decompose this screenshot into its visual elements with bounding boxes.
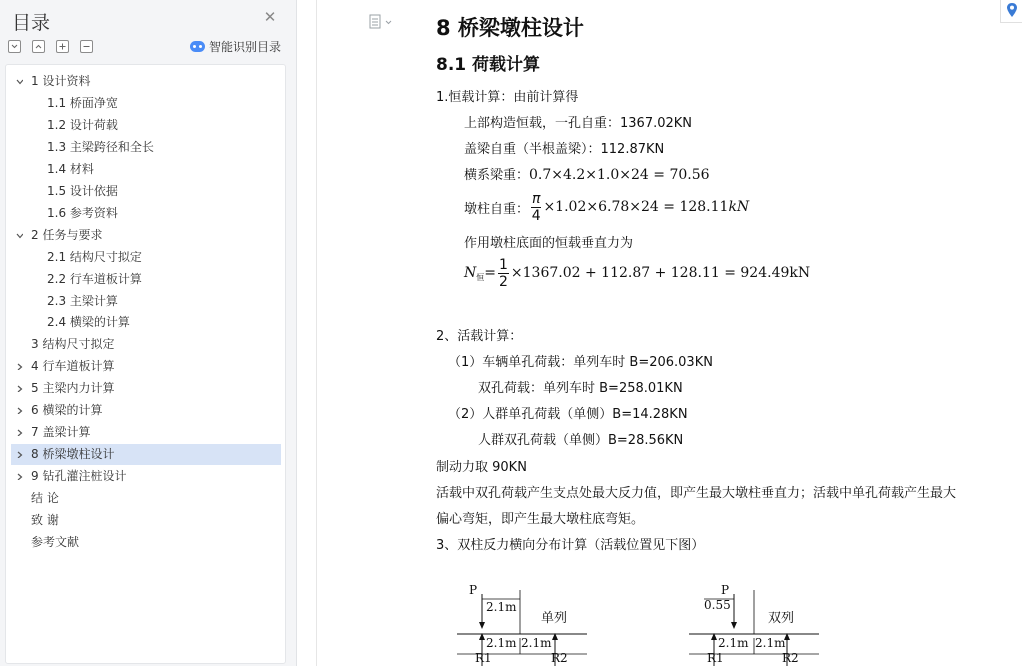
toc-item[interactable] — [11, 334, 281, 355]
chevron-right-icon[interactable] — [16, 429, 23, 436]
tie-beam-weight — [464, 164, 710, 183]
dim-left-2: 2.1m — [718, 636, 749, 650]
chevron-right-icon[interactable] — [16, 473, 23, 480]
toc-item[interactable] — [11, 115, 281, 136]
toc-item-label: 9 钻孔灌注桩设计 — [31, 469, 127, 484]
dim-top-2: 0.55 — [704, 598, 731, 612]
toc-item[interactable] — [11, 159, 281, 180]
r2-label-2: R2 — [782, 651, 799, 665]
toc-item-label: 1.5 设计依据 — [47, 183, 118, 198]
chevron-right-icon[interactable] — [16, 451, 23, 458]
pier-weight-formula-b: ×6.78×24 = 128.11 — [586, 199, 729, 215]
toc-item[interactable] — [11, 532, 281, 553]
toc-item[interactable] — [11, 400, 281, 421]
toc-item[interactable] — [11, 71, 281, 92]
toc-item-label: 致 谢 — [31, 513, 59, 527]
heading-1: 8 桥梁墩柱设计 — [436, 16, 584, 40]
location-pin-icon[interactable] — [1000, 0, 1022, 23]
toc-item-label: 1.2 设计荷载 — [47, 117, 118, 132]
r1-label: R1 — [475, 651, 492, 665]
toc-item-label: 4 行车道板计算 — [31, 359, 115, 374]
toc-item[interactable] — [11, 488, 281, 509]
add-heading-icon[interactable] — [56, 40, 69, 53]
n-symbol: N — [464, 265, 477, 281]
smart-toc-button[interactable] — [190, 38, 281, 55]
toc-item-label: 结 论 — [31, 491, 59, 506]
diagram-double-lines — [684, 582, 824, 666]
toc-item[interactable] — [11, 422, 281, 443]
collapse-all-icon[interactable] — [32, 40, 45, 53]
toc-item[interactable] — [11, 225, 281, 246]
single-lane-label: 单列 — [541, 611, 568, 626]
frac-den: 4 — [531, 207, 541, 224]
toc-item-label: 1.6 参考资料 — [47, 205, 118, 220]
heading-2: 8.1 荷载计算 — [436, 55, 541, 75]
toc-item-label: 7 盖梁计算 — [31, 425, 91, 440]
toc-item[interactable] — [11, 137, 281, 158]
toc-item-label: 6 横梁的计算 — [31, 403, 103, 418]
document-area — [297, 0, 1022, 666]
doc-outline-icon[interactable] — [369, 14, 393, 34]
toc-item-label: 2.4 横梁的计算 — [47, 315, 130, 330]
toc-item-label: 1.4 材料 — [47, 161, 94, 176]
toc-item-label: 2.2 行车道板计算 — [47, 271, 142, 286]
dim-right-2: 2.1m — [755, 636, 786, 650]
pier-weight-unit: kN — [728, 199, 750, 215]
vertical-force-text: 作用墩柱底面的恒载垂直力为 — [464, 236, 634, 251]
toc-item-label: 参考文献 — [31, 534, 80, 549]
toc-item[interactable] — [11, 444, 281, 465]
equals: = — [484, 265, 496, 281]
paragraph-line-1: 活载中双孔荷载产生支点处最大反力值，即产生最大墩柱垂直力；活载中单孔荷载产生最大 — [436, 486, 957, 501]
toc-item-label: 2.1 结构尺寸拟定 — [47, 249, 142, 264]
chevron-right-icon[interactable] — [16, 407, 23, 414]
toc-item[interactable] — [11, 312, 281, 333]
half-num: 1 — [498, 256, 508, 273]
toc-item-label: 8 桥梁墩柱设计 — [31, 447, 115, 462]
toc-item[interactable] — [11, 466, 281, 487]
toc-item[interactable] — [11, 247, 281, 268]
chevron-right-icon[interactable] — [16, 385, 23, 392]
half-fraction — [498, 257, 509, 290]
toc-item[interactable] — [11, 291, 281, 312]
pier-weight-exp: 2 — [577, 199, 587, 215]
dim-left: 2.1m — [486, 636, 517, 650]
dim-right: 2.1m — [521, 636, 552, 650]
toc-item-label: 1 设计资料 — [31, 74, 91, 88]
pier-weight — [464, 187, 749, 227]
page-edge — [316, 0, 317, 666]
crowd-single-span: （2）人群单孔荷载（单侧）B=14.28KN — [448, 407, 688, 422]
toc-item-label: 2 任务与要求 — [31, 227, 103, 242]
ai-icon — [190, 41, 205, 52]
toc-panel — [5, 64, 286, 664]
load-p-label: P — [469, 583, 478, 597]
live-load-title: 2、活载计算： — [436, 329, 523, 344]
n-subscript: 恒 — [476, 272, 485, 282]
distribution-title: 3、双柱反力横向分布计算（活载位置见下图） — [436, 538, 705, 553]
remove-heading-icon[interactable] — [80, 40, 93, 53]
toc-item-label: 5 主梁内力计算 — [31, 381, 115, 396]
toc-item-label: 2.3 主梁计算 — [47, 293, 118, 308]
smart-toc-label: 智能识别目录 — [209, 40, 282, 54]
toc-item[interactable] — [11, 510, 281, 531]
toc-item[interactable] — [11, 378, 281, 399]
toc-item-label: 1.3 主梁跨径和全长 — [47, 139, 154, 154]
tie-beam-label: 横系梁重： — [464, 168, 530, 183]
toc-item[interactable] — [11, 93, 281, 114]
toc-item[interactable] — [11, 269, 281, 290]
toc-title: 目录 — [12, 12, 51, 34]
frac-num: π — [532, 190, 541, 207]
toc-item-label: 1.1 桥面净宽 — [47, 95, 118, 110]
load-p-label-2: P — [721, 583, 730, 597]
braking-force: 制动力取 90KN — [436, 460, 527, 475]
chevron-down-icon[interactable] — [16, 78, 23, 85]
paragraph-line-2: 偏心弯矩，即产生最大墩柱底弯矩。 — [436, 512, 645, 527]
dead-load-title: 1.恒载计算：由前计算得 — [436, 90, 579, 105]
r2-label: R2 — [551, 651, 568, 665]
pi-over-4 — [531, 191, 541, 224]
double-lane-label: 双列 — [768, 611, 795, 626]
vehicle-double-span: 双孔荷载：单列车时 B=258.01KN — [478, 381, 683, 396]
vehicle-single-span: （1）车辆单孔荷载：单列车时 B=206.03KN — [448, 355, 713, 370]
toc-sidebar — [0, 0, 297, 666]
cap-beam-weight: 盖梁自重（半根盖梁）：112.87KN — [464, 142, 665, 157]
superstructure-load: 上部构造恒载，一孔自重：1367.02KN — [464, 116, 693, 131]
half-den: 2 — [498, 273, 508, 290]
dead-load-formula: ×1367.02 + 112.87 + 128.11 = 924.49kN — [510, 265, 811, 281]
pier-weight-label: 墩柱自重： — [464, 201, 530, 217]
r1-label-2: R1 — [707, 651, 724, 665]
tie-beam-formula: 0.7×4.2×1.0×24 = 70.56 — [529, 167, 710, 183]
dead-load-total — [464, 253, 810, 293]
toc-item[interactable] — [11, 356, 281, 377]
pier-weight-formula-a: ×1.0 — [543, 199, 578, 215]
toc-item[interactable] — [11, 203, 281, 224]
dim-top: 2.1m — [486, 600, 517, 614]
toc-item-label: 3 结构尺寸拟定 — [31, 337, 115, 352]
chevron-right-icon[interactable] — [16, 363, 23, 370]
expand-all-icon[interactable] — [8, 40, 21, 53]
close-icon[interactable]: ✕ — [263, 8, 277, 26]
toc-item[interactable] — [11, 181, 281, 202]
crowd-double-span: 人群双孔荷载（单侧）B=28.56KN — [478, 433, 684, 448]
chevron-down-icon[interactable] — [16, 232, 23, 239]
